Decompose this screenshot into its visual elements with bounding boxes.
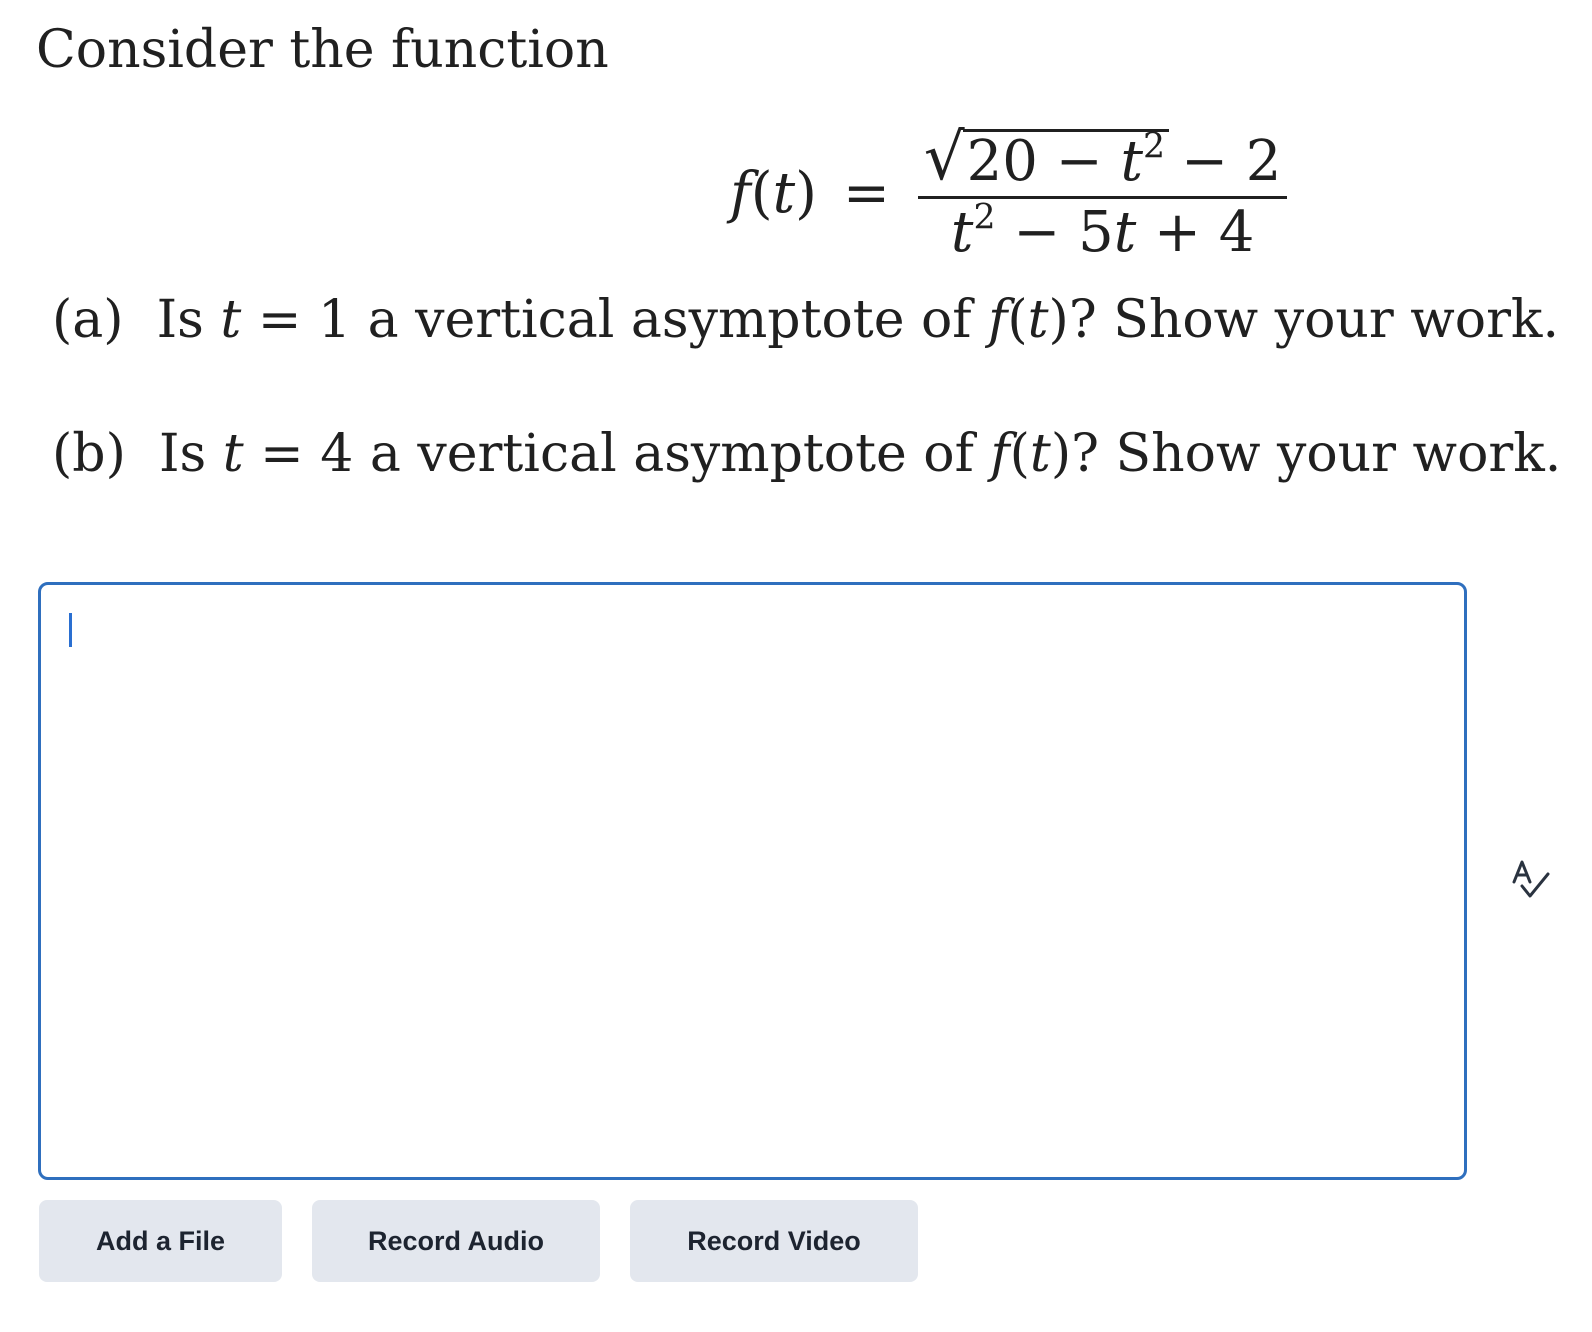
add-file-button[interactable]: Add a File [39,1200,282,1282]
radical-sign-icon: √ [923,120,965,195]
formula-fraction [918,120,1288,265]
formula-lhs: f(t) [730,160,817,226]
function-formula [730,108,1287,278]
text-cursor [69,613,72,647]
record-audio-button[interactable]: Record Audio [312,1200,600,1282]
answer-text-area[interactable] [38,582,1467,1180]
question-intro: Consider the function [36,20,609,80]
formula-equals: = [842,160,890,226]
formula-denominator: $t^2 - 5t + 4$ [950,196,1255,265]
formula-numerator: √ $20 - t^2$ − 2 [923,120,1282,195]
spellcheck-icon[interactable] [1508,858,1552,902]
question-part-b: (b) Is t = 4 a vertical asymptote of f(t)? Show your work. [52,424,1562,484]
record-video-button[interactable]: Record Video [630,1200,918,1282]
question-part-a: (a) Is t = 1 a vertical asymptote of f(t)? Show your work. [52,290,1559,350]
square-root: √ $20 - t^2$ [924,126,1169,190]
